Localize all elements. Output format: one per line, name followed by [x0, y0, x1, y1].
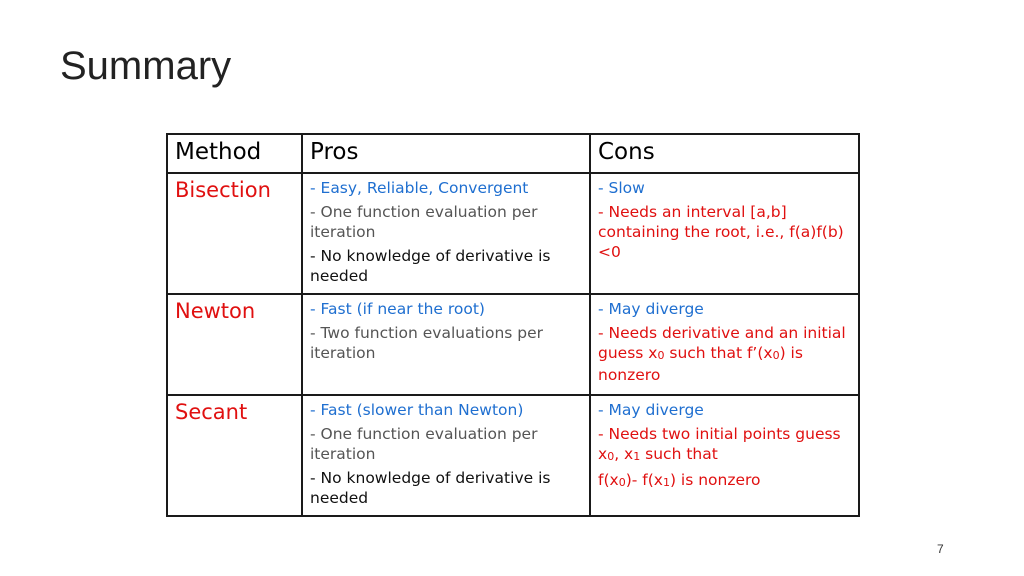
table-row: [167, 395, 859, 516]
header-pros: Pros: [302, 134, 590, 173]
con-text: ) is nonzero: [598, 344, 803, 384]
pro-item: - Fast (slower than Newton): [310, 401, 524, 419]
method-secant: Secant: [167, 395, 302, 516]
subscript: 0: [618, 476, 626, 489]
con-item: - Slow: [598, 179, 645, 197]
con-text: such that f’(x: [664, 344, 773, 362]
method-newton: Newton: [167, 294, 302, 395]
slide-title: Summary: [60, 44, 232, 88]
pro-item: - Easy, Reliable, Convergent: [310, 179, 529, 197]
table-header-row: [167, 134, 859, 173]
con-text: f(x: [598, 471, 619, 489]
subscript: 1: [633, 450, 641, 463]
cons-cell: [590, 173, 859, 294]
con-item: - May diverge: [598, 401, 704, 419]
method-bisection: Bisection: [167, 173, 302, 294]
pros-cell: [302, 173, 590, 294]
pros-cell: [302, 294, 590, 395]
summary-table: [166, 133, 860, 517]
header-method: Method: [167, 134, 302, 173]
con-text: such that: [640, 445, 718, 463]
page-number: 7: [937, 542, 944, 556]
pros-cell: [302, 395, 590, 516]
con-text: )- f(x: [625, 471, 663, 489]
con-text: ) is nonzero: [669, 471, 761, 489]
table-row: [167, 173, 859, 294]
pro-item: - No knowledge of derivative is needed: [310, 469, 551, 507]
header-cons: Cons: [590, 134, 859, 173]
cons-cell: [590, 395, 859, 516]
pro-item: - Fast (if near the root): [310, 300, 485, 318]
con-item: [598, 323, 851, 385]
con-item: - May diverge: [598, 300, 704, 318]
con-item: - Needs an interval [a,b] containing the root, i.e., f(a)f(b)<0: [598, 203, 844, 261]
con-item: [598, 470, 851, 492]
subscript: 1: [662, 476, 670, 489]
subscript: 0: [657, 349, 665, 362]
pro-item: - One function evaluation per iteration: [310, 203, 538, 241]
cons-cell: [590, 294, 859, 395]
subscript: 0: [772, 349, 780, 362]
con-item: [598, 424, 851, 466]
table-row: [167, 294, 859, 395]
con-text: - Needs derivative and an initial guess x: [598, 324, 846, 362]
con-text: , x: [614, 445, 634, 463]
pro-item: - One function evaluation per iteration: [310, 425, 538, 463]
pro-item: - Two function evaluations per iteration: [310, 324, 544, 362]
subscript: 0: [607, 450, 615, 463]
con-text: - Needs two initial points guess x: [598, 425, 841, 463]
pro-item: - No knowledge of derivative is needed: [310, 247, 551, 285]
